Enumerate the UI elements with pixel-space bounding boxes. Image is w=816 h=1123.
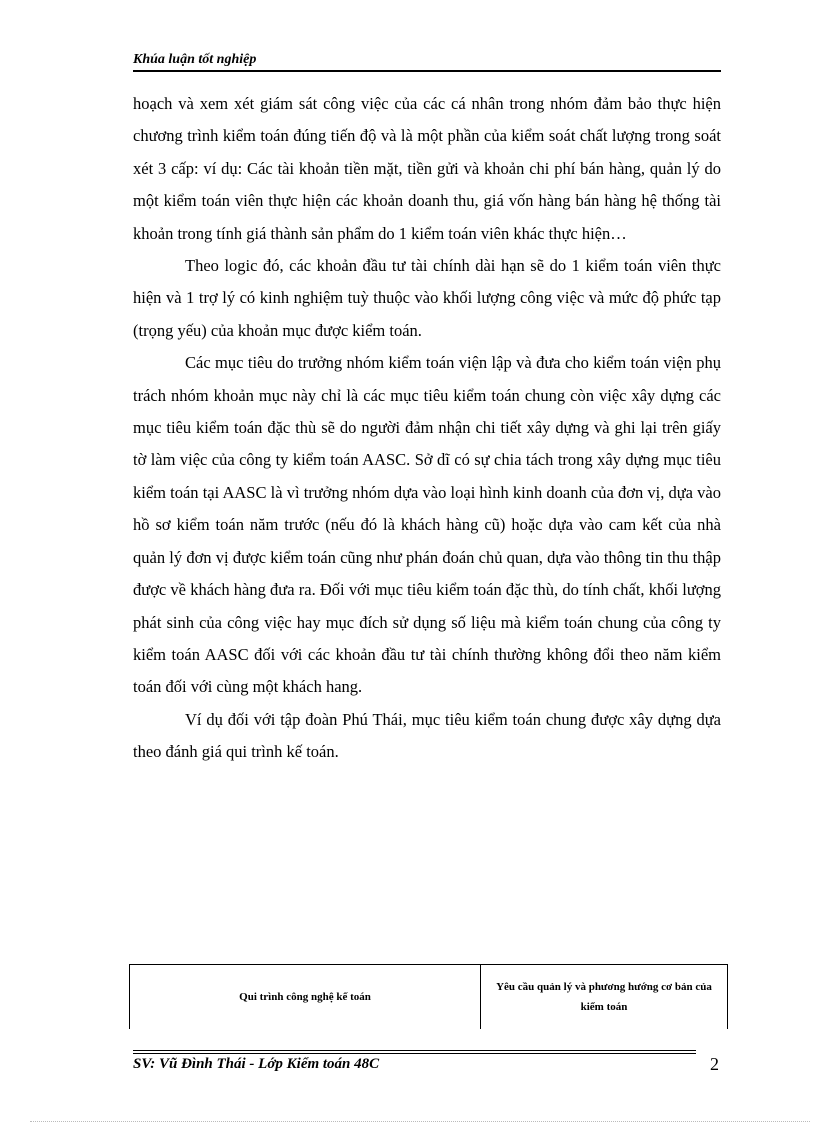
page-edge-divider (30, 1121, 810, 1122)
process-table (129, 964, 728, 1029)
header-title: Khúa luận tốt nghiệp (133, 52, 257, 67)
footer-divider (133, 1050, 696, 1054)
paragraph: Các mục tiêu do trưởng nhóm kiểm toán viện lập và đưa cho kiểm toán viện phụ trách nhóm khoản mục này chỉ là các mục tiêu kiểm toán chung còn việc xây dựng các mục tiêu kiểm toán đặc thù sẽ do người đảm nhận chi tiết xây dựng và ghi lại trên giấy tờ làm việc của công ty kiểm toán AASC. Sở dĩ có sự chia tách trong xây dựng mục tiêu kiểm toán tại AASC là vì trưởng nhóm dựa vào loại hình kinh doanh của đơn vị, dựa vào hồ sơ kiểm toán năm trước (nếu đó là khách hàng cũ) hoặc dựa vào cam kết của nhà quản lý đơn vị được kiểm toán cũng như phán đoán chủ quan, dựa vào thông tin thu thập được về khách hàng đưa ra. Đối với mục tiêu kiểm toán đặc thù, do tính chất, khối lượng phát sinh của công việc hay mục đích sử dụng số liệu mà kiểm toán chung của công ty kiểm toán AASC đối với các khoản đầu tư tài chính thường không đổi theo năm kiểm toán đối với cùng một khách hang. (133, 353, 721, 697)
page-header (133, 50, 721, 72)
table-header-requirements: Yêu cầu quản lý và phương hướng cơ bản của kiểm toán (496, 981, 712, 1013)
footer-author: SV: Vũ Đình Thái - Lớp Kiểm toán 48C (133, 1056, 380, 1072)
paragraph: hoạch và xem xét giám sát công việc của các cá nhân trong nhóm đảm bảo thực hiện chương trình kiểm toán đúng tiến độ và là một phần của kiểm soát chất lượng trong soát xét 3 cấp: ví dụ: Các tài khoản tiền mặt, tiền gửi và khoản chi phí bán hàng, quản lý do một kiểm toán viên thực hiện các khoản doanh thu, giá vốn hàng bán hàng hệ thống tài khoản trong tính giá thành sản phẩm do 1 kiểm toán viên khác thực hiện… (133, 94, 721, 243)
page-number: 2 (710, 1054, 719, 1074)
body-text (133, 88, 721, 769)
table-header-process: Qui trình công nghệ kế toán (130, 965, 481, 1029)
paragraph: Ví dụ đối với tập đoàn Phú Thái, mục tiêu kiểm toán chung được xây dựng dựa theo đánh giá qui trình kế toán. (133, 709, 721, 762)
paragraph: Theo logic đó, các khoản đầu tư tài chính dài hạn sẽ do 1 kiểm toán viên thực hiện và 1 trợ lý có kinh nghiệm tuỳ thuộc vào khối lượng công việc và mức độ phức tạp (trọng yếu) của khoản mục được kiểm toán. (133, 256, 721, 340)
